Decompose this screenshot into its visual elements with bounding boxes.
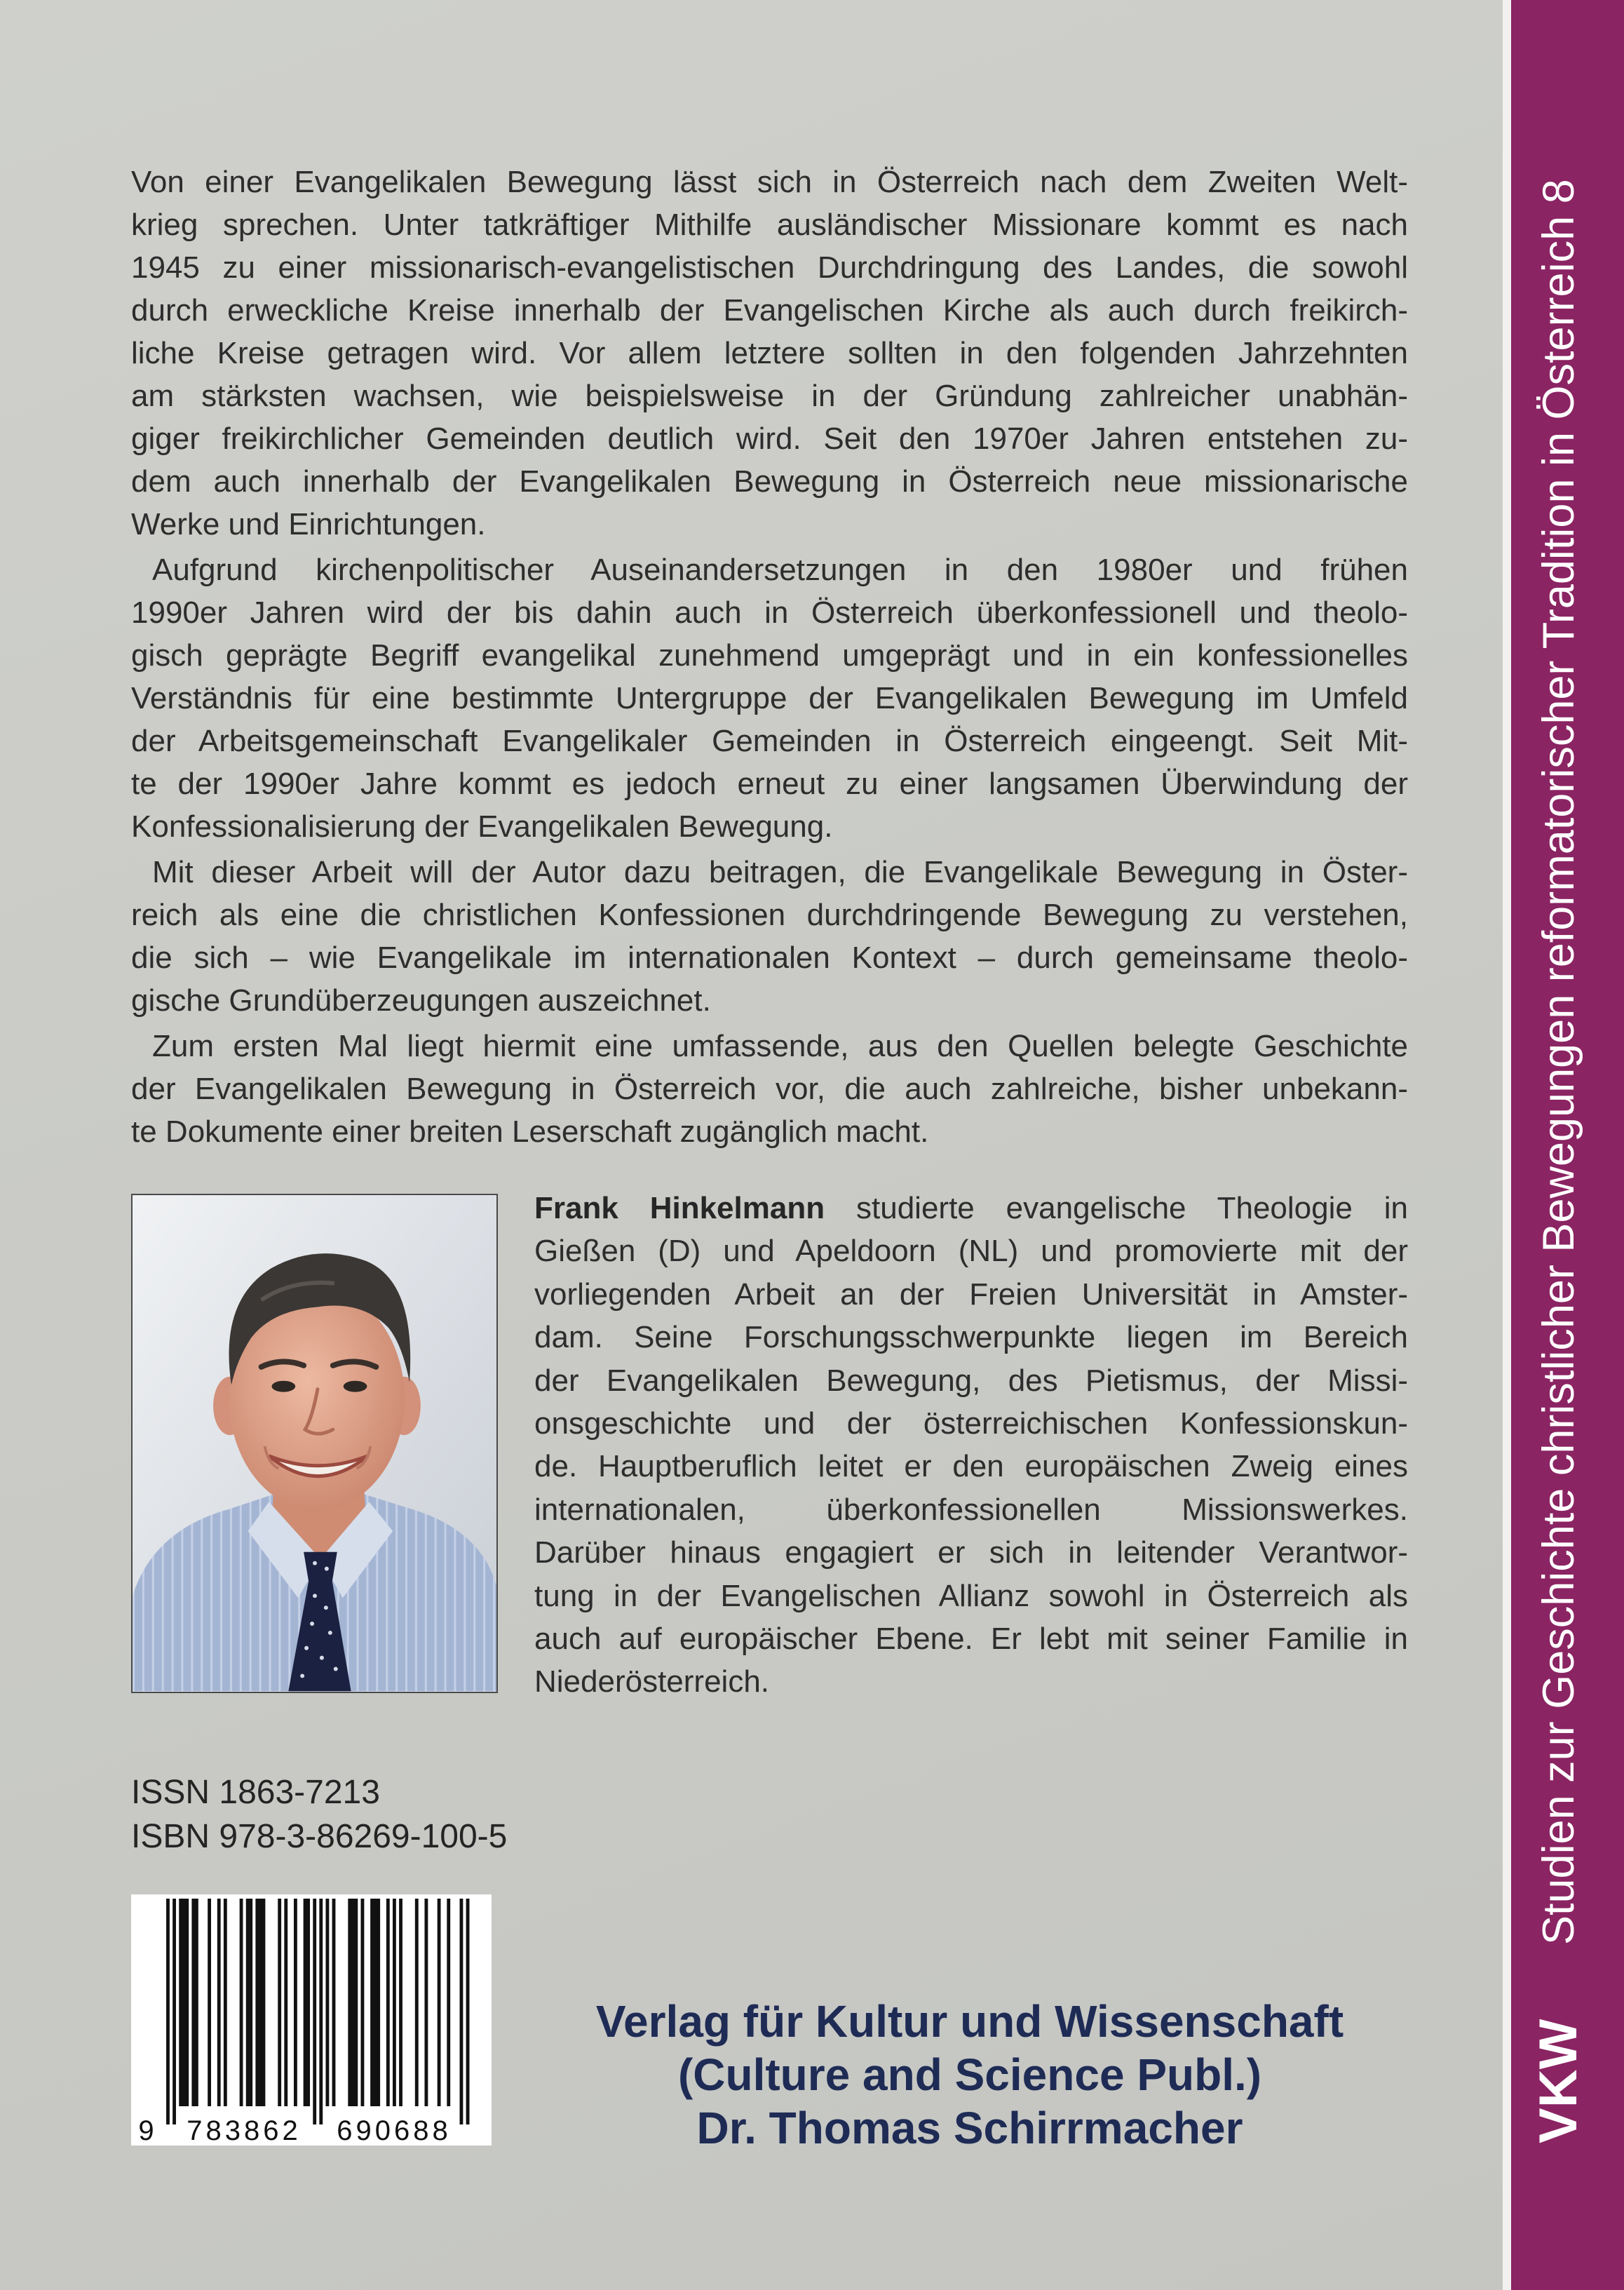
blurb-line: gisch geprägte Begriff evangelikal zunehmend umgeprägt und in ein konfessionelles — [131, 638, 1408, 673]
bio-line: der Evangelikalen Bewegung, des Pietismus, der Missi- — [534, 1363, 1408, 1398]
barcode-bar — [466, 1899, 470, 2124]
bio-line: de. Hauptberuflich leitet er den europäischen Zweig eines — [534, 1449, 1408, 1484]
blurb-line: Mit dieser Arbeit will der Autor dazu beitragen, die Evangelikale Bewegung in Öster- — [152, 855, 1408, 889]
bio-line: auch auf europäischer Ebene. Er lebt mit seiner Familie in — [534, 1621, 1408, 1656]
barcode-bar — [284, 1899, 287, 2106]
bio-line: Gießen (D) und Apeldoorn (NL) und promovierte mit der — [534, 1234, 1408, 1269]
author-name: Frank Hinkelmann — [534, 1191, 825, 1225]
barcode-bar — [240, 1899, 243, 2106]
barcode-bar — [278, 1899, 281, 2106]
blurb-line: am stärksten wachsen, wie beispielsweise in der Gründung zahlreicher unabhän- — [131, 379, 1408, 413]
barcode-bar — [399, 1899, 402, 2106]
blurb-paragraph — [131, 1025, 1408, 1153]
blurb-line: die sich – wie Evangelikale im internationalen Kontext – durch gemeinsame theolo- — [131, 941, 1408, 975]
isbn-barcode — [131, 1894, 492, 2146]
barcode-bar — [438, 1899, 441, 2106]
publisher-name: Verlag für Kultur und Wissenschaft — [595, 1996, 1344, 2047]
barcode-right-digits: 690688 — [337, 2115, 452, 2146]
barcode-bar — [386, 1899, 390, 2106]
bio-line-text: studierte evangelische Theologie in — [856, 1191, 1409, 1225]
barcode-bars — [166, 1899, 469, 2124]
barcode-bar — [447, 1899, 450, 2106]
blurb-paragraph — [131, 161, 1408, 546]
barcode-bar — [325, 1899, 329, 2106]
barcode-left-digits: 783862 — [187, 2115, 302, 2146]
barcode-bar — [424, 1899, 428, 2106]
bio-line: tung in der Evangelischen Allianz sowohl in Österreich als — [534, 1578, 1408, 1613]
blurb-line: durch erweckliche Kreise innerhalb der Evangelischen Kirche als auch durch freikirch- — [131, 293, 1408, 328]
blurb-line: gische Grundüberzeugungen auszeichnet. — [131, 983, 711, 1018]
bio-line: Darüber hinaus engagiert er sich in leitender Verantwor- — [534, 1535, 1408, 1570]
publisher-editor: Dr. Thomas Schirrmacher — [696, 2103, 1243, 2153]
barcode-bar — [294, 1899, 297, 2106]
bio-line: vorliegenden Arbeit an der Freien Universität in Amster- — [534, 1277, 1408, 1312]
barcode-bar — [166, 1899, 170, 2124]
barcode-bar — [304, 1899, 310, 2106]
barcode-bar — [208, 1899, 211, 2106]
blurb-line: dem auch innerhalb der Evangelikalen Bewegung in Österreich neue missionarische — [131, 464, 1408, 499]
barcode-bar — [415, 1899, 419, 2106]
blurb-line: 1945 zu einer missionarisch-evangelistischen Durchdringung des Landes, die sowohl — [131, 250, 1408, 285]
blurb-paragraph — [131, 851, 1408, 1022]
barcode-bar — [191, 1899, 198, 2106]
blurb-line: Von einer Evangelikalen Bewegung lässt sich in Österreich nach dem Zweiten Welt- — [131, 165, 1408, 199]
blurb-line: te Dokumente einer breiten Leserschaft zugänglich macht. — [131, 1114, 929, 1149]
barcode-bar — [460, 1899, 463, 2124]
issn-number: ISSN 1863-7213 — [131, 1774, 380, 1811]
author-bio — [534, 1187, 1408, 1704]
bio-line: internationalen, überkonfessionellen Missionswerkes. — [534, 1492, 1408, 1527]
blurb-text — [131, 161, 1408, 1153]
barcode-bar — [255, 1899, 265, 2106]
blurb-line: Zum ersten Mal liegt hiermit eine umfassende, aus den Quellen belegte Geschichte — [152, 1029, 1408, 1063]
blurb-line: krieg sprechen. Unter tatkräftiger Mithilfe ausländischer Missionare kommt es nach — [131, 208, 1408, 242]
blurb-line: liche Kreise getragen wird. Vor allem letztere sollten in den folgenden Jahrzehnten — [131, 336, 1408, 370]
blurb-line: der Evangelikalen Bewegung in Österreich vor, die auch zahlreiche, bisher unbekann- — [131, 1072, 1408, 1106]
identifiers — [131, 1770, 622, 1859]
spine-edge — [1503, 0, 1511, 2290]
barcode-bar — [246, 1899, 252, 2106]
barcode-bar — [313, 1899, 316, 2124]
bio-line — [534, 1187, 1408, 1230]
blurb-paragraph — [131, 548, 1408, 848]
barcode-bar — [348, 1899, 358, 2106]
isbn-number: ISBN 978-3-86269-100-5 — [131, 1818, 508, 1855]
publisher-name-english: (Culture and Science Publ.) — [677, 2049, 1262, 2100]
barcode-bar — [393, 1899, 396, 2106]
bio-line: dam. Seine Forschungsschwerpunkte liegen im Bereich — [534, 1320, 1408, 1355]
blurb-line: Konfessionalisierung der Evangelikalen Bewegung. — [131, 809, 833, 844]
author-photo — [131, 1194, 498, 1693]
blurb-line: Verständnis für eine bestimmte Untergruppe der Evangelikalen Bewegung im Umfeld — [131, 681, 1408, 715]
publisher-block — [491, 1995, 1449, 2155]
blurb-line: reich als eine die christlichen Konfessionen durchdringende Bewegung zu verstehen, — [131, 898, 1408, 932]
barcode-bar — [319, 1899, 323, 2124]
blurb-line: der Arbeitsgemeinschaft Evangelikaler Gemeinden in Österreich eingeengt. Seit Mit- — [131, 724, 1408, 758]
barcode-bar — [224, 1899, 227, 2106]
blurb-line: 1990er Jahren wird der bis dahin auch in Österreich überkonfessionell und theolo- — [131, 595, 1408, 630]
blurb-line: Werke und Einrichtungen. — [131, 507, 486, 541]
barcode-bar — [172, 1899, 176, 2124]
barcode-bar — [370, 1899, 380, 2106]
spine-imprint-logo: VKW — [1529, 2019, 1588, 2143]
blurb-line: giger freikirchlicher Gemeinden deutlich wird. Seit den 1970er Jahren entstehen zu- — [131, 422, 1408, 456]
barcode-lead-digit: 9 — [138, 2115, 158, 2146]
barcode-bar — [361, 1899, 365, 2106]
blurb-line: te der 1990er Jahre kommt es jedoch erneut zu einer langsamen Überwindung der — [131, 767, 1408, 801]
barcode-bar — [217, 1899, 221, 2106]
spine-series-title: Studien zur Geschichte christlicher Bewegungen reformatorischer Tradition in Österreich 8 — [1534, 179, 1583, 1945]
blurb-line: Aufgrund kirchenpolitischer Auseinandersetzungen in den 1980er und frühen — [152, 553, 1408, 587]
barcode-bar — [179, 1899, 189, 2106]
bio-line: onsgeschichte und der österreichischen Konfessionskun- — [534, 1406, 1408, 1441]
barcode-bar — [332, 1899, 336, 2106]
bio-line: Niederösterreich. — [534, 1664, 770, 1699]
